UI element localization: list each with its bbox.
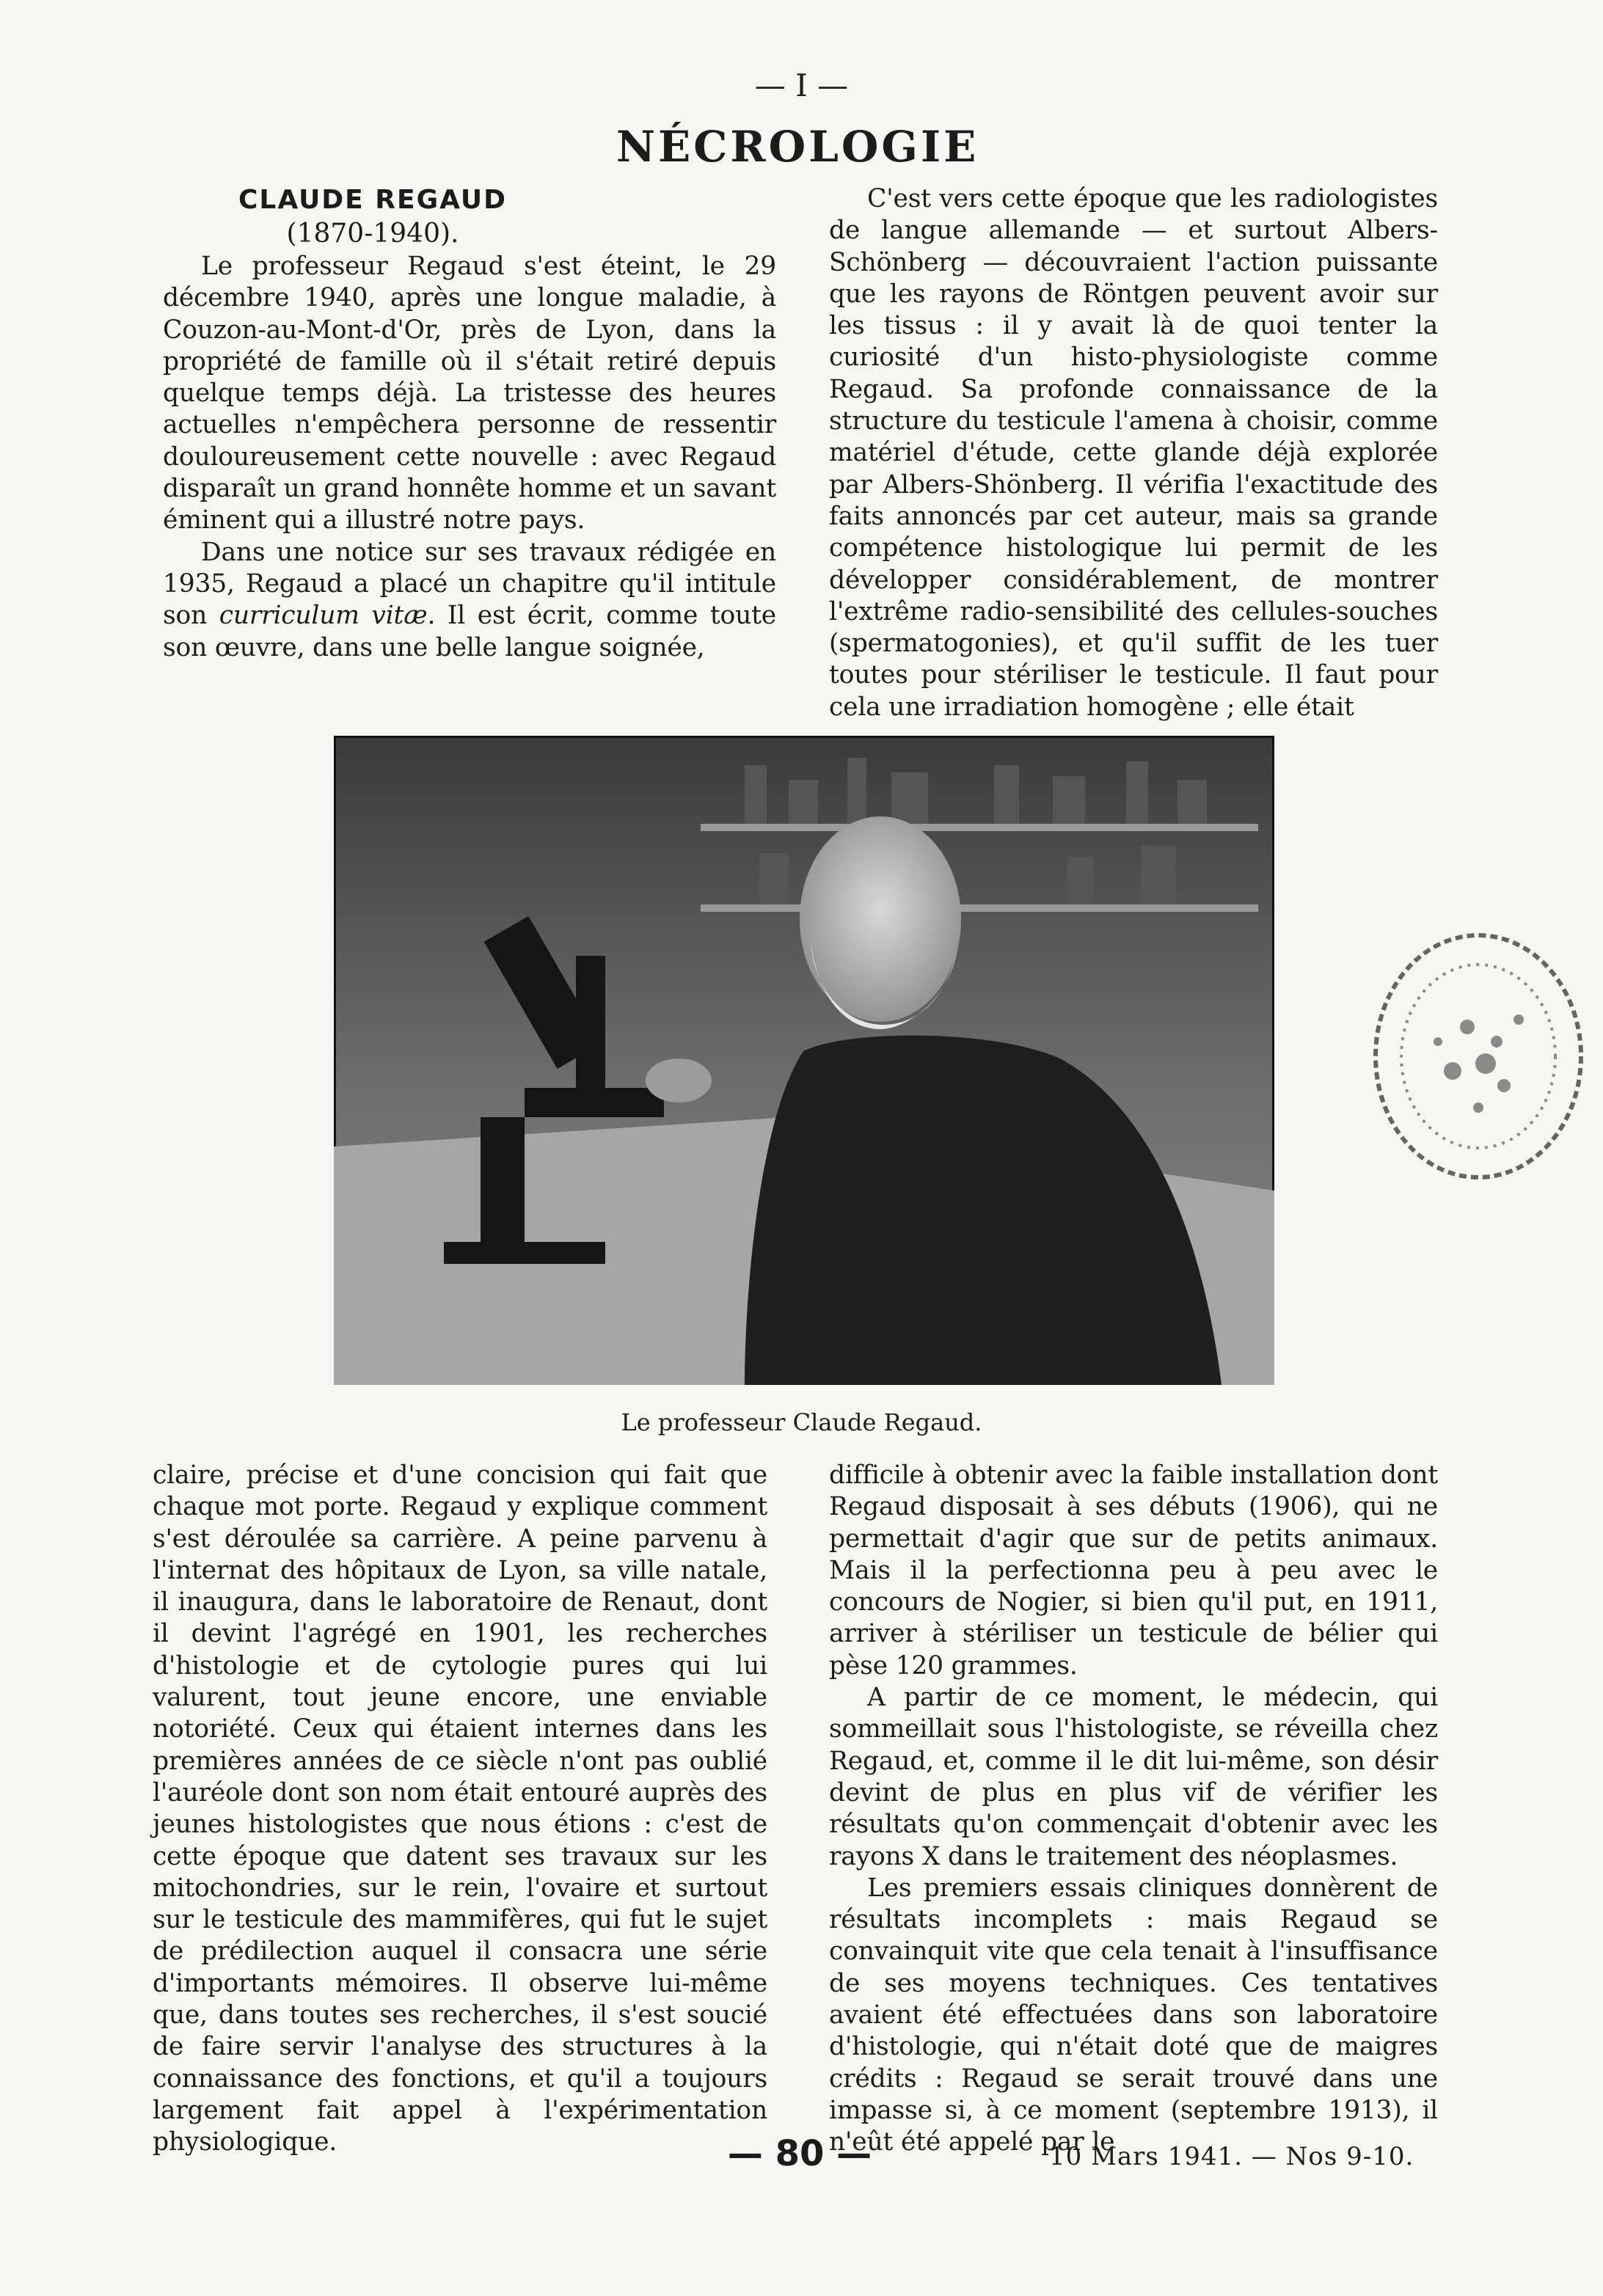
column-top-left [163, 251, 776, 664]
column-top-right [829, 183, 1438, 723]
paragraph: Les premiers essais cliniques donnèrent de résultats incomplets : mais Regaud se convainquit vite que cela tenait à l'insuffisance de ses moyens techniques. Ces tentatives avaient été effectuées dans son laboratoire d'histologie, qui n'était doté que de maigres crédits : Regaud se serait trouvé dans une impasse si, à ce moment (septembre 1913), il n'eût été appelé par le [829, 1873, 1438, 2157]
portrait-photo [334, 736, 1274, 1385]
paragraph: Dans une notice sur ses travaux rédigée en 1935, Regaud a placé un chapitre qu'il intitule son curriculum vitæ. Il est écrit, comme toute son œuvre, dans une belle langue soignée, [163, 537, 776, 662]
library-stamp [1357, 917, 1599, 1196]
paragraph: C'est vers cette époque que les radiologistes de langue allemande — et surtout Albers-Schönberg — découvraient l'action puissante que les rayons de Röntgen peuvent avoir sur les tissus : il y avait là de quoi tenter la curiosité d'un histo-physiologiste comme Regaud. Sa profonde connaissance de la structure du testicule l'amena à choisir, comme matériel d'étude, cette glande déjà explorée par Albers-Shönberg. Il vérifia l'exactitude des faits annoncés par cet auteur, mais sa grande compétence histologique lui permit de les développer considérablement, de montrer l'extrême radio-sensibilité des cellules-souches (spermatogonies), et qu'il suffit de les tuer toutes pour stériliser le testicule. Il faut pour cela une irradiation homogène ; elle était [829, 184, 1438, 722]
article-title: CLAUDE REGAUD [238, 185, 508, 215]
page-number: — 80 — [727, 2133, 872, 2174]
column-bottom-left [153, 1460, 767, 2159]
paragraph: difficile à obtenir avec la faible installation dont Regaud disposait à ses débuts (1906), qui ne permettait d'agir que sur de petits animaux. Mais il la perfectionna peu à peu avec le concours de Nogier, si bien qu'il put, en 1911, arriver à stériliser un testicule de bélier qui pèse 120 grammes. [829, 1460, 1438, 1681]
photo-caption: Le professeur Claude Regaud. [621, 1408, 982, 1436]
article-dates: (1870-1940). [286, 219, 459, 249]
issue-date: 10 Mars 1941. — Nos 9-10. [1049, 2142, 1414, 2171]
column-bottom-right [829, 1460, 1438, 2159]
paragraph: A partir de ce moment, le médecin, qui sommeillait sous l'histologiste, se réveilla chez Regaud, et, comme il le dit lui-même, son désir devint de plus en plus vif de vérifier les résultats qu'on commençait d'obtenir avec les rayons X dans le traitement des néoplasmes. [829, 1683, 1438, 1871]
paragraph: Le professeur Regaud s'est éteint, le 29 décembre 1940, après une longue maladie, à Couzon-au-Mont-d'Or, près de Lyon, dans la propriété de famille où il s'était retiré depuis quelque temps déjà. La tristesse des heures actuelles n'empêchera personne de ressentir douloureusement cette nouvelle : avec Regaud disparaît un grand honnête homme et un savant éminent qui a illustré notre pays. [163, 252, 776, 535]
section-title: NÉCROLOGIE [616, 122, 979, 172]
page-folio: — I — [754, 67, 849, 103]
paragraph: claire, précise et d'une concision qui fait que chaque mot porte. Regaud y explique comment s'est déroulée sa carrière. A peine parvenu à l'internat des hôpitaux de Lyon, sa ville natale, il inaugura, dans le laboratoire de Renaut, dont il devint l'agrégé en 1901, les recherches d'histologie et de cytologie pures qui lui valurent, tout jeune encore, une enviable notoriété. Ceux qui étaient internes dans les premières années de ce siècle n'ont pas oublié l'auréole dont son nom était entouré auprès des jeunes histologistes que nous étions : c'est de cette époque que datent ses travaux sur les mitochondries, sur le rein, l'ovaire et surtout sur le testicule des mammifères, qui fut le sujet de prédilection auquel il consacra une série d'importants mémoires. Il observe lui-même que, dans toutes ses recherches, il s'est soucié de faire servir l'analyse des structures à la connaissance des fonctions, et qu'il a toujours largement fait appel à l'expérimentation physiologique. [153, 1460, 767, 2157]
